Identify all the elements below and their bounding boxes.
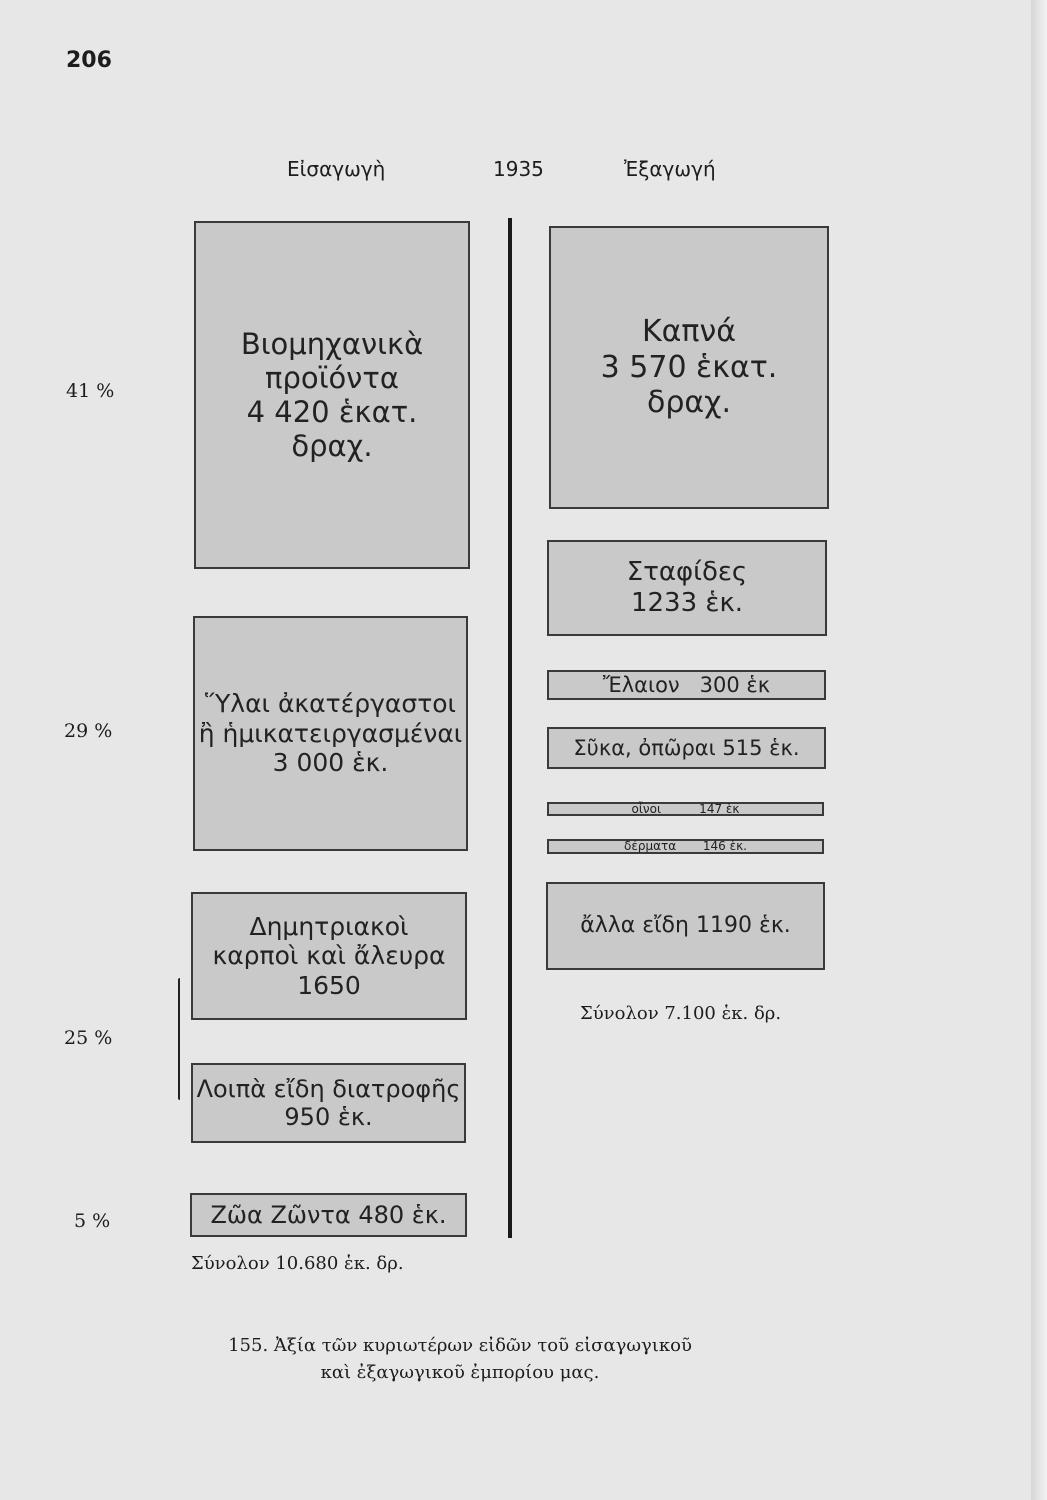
import-cereals: Δημητριακοὶ καρποὶ καὶ ἄλευρα 1650	[191, 892, 467, 1020]
export-wines: οἶνοι 147 ἑκ	[547, 802, 824, 816]
export-figs-fruit: Σῦκα, ὀπῶραι 515 ἑκ.	[547, 727, 826, 769]
figure-caption	[150, 1335, 770, 1383]
import-total: Σύνολον 10.680 ἑκ. δρ.	[191, 1253, 404, 1274]
center-divider	[508, 218, 512, 1238]
page-number: 206	[66, 48, 112, 73]
export-olive-oil: Ἔλαιον 300 ἑκ	[547, 670, 826, 700]
percent-5: 5 %	[74, 1210, 111, 1232]
export-tobacco: Καπνά 3 570 ἑκατ. δραχ.	[549, 226, 829, 509]
import-other-food: Λοιπὰ εἴδη διατροφῆς 950 ἑκ.	[191, 1063, 466, 1143]
percent-29: 29 %	[64, 720, 113, 742]
import-header: Εἰσαγωγὴ	[287, 157, 386, 181]
percent-25: 25 %	[64, 1027, 113, 1049]
caption-line-2: καὶ ἐξαγωγικοῦ ἐμπορίου μας.	[320, 1362, 600, 1383]
export-total: Σύνολον 7.100 ἑκ. δρ.	[580, 1003, 782, 1024]
caption-line-1: 155. Ἀξία τῶν κυριωτέρων εἰδῶν τοῦ εἰσαγωγικοῦ	[228, 1335, 692, 1356]
import-raw-materials: Ὕλαι ἀκατέργαστοι ἢ ἡμικατειργασμέναι 3 000 ἑκ.	[193, 616, 468, 851]
export-hides: δέρματα 146 ἑκ.	[547, 839, 824, 854]
export-other: ἄλλα εἴδη 1190 ἑκ.	[546, 882, 825, 970]
page-edge	[1031, 0, 1047, 1500]
export-raisins: Σταφίδες 1233 ἑκ.	[547, 540, 827, 636]
import-livestock: Ζῶα Ζῶντα 480 ἑκ.	[190, 1193, 467, 1237]
import-industrial-products: Βιομηχανικὰ προϊόντα 4 420 ἑκατ. δραχ.	[194, 221, 470, 569]
export-header: Ἐξαγωγή	[624, 157, 716, 181]
percent-41: 41 %	[66, 380, 115, 402]
year-header: 1935	[493, 157, 544, 181]
